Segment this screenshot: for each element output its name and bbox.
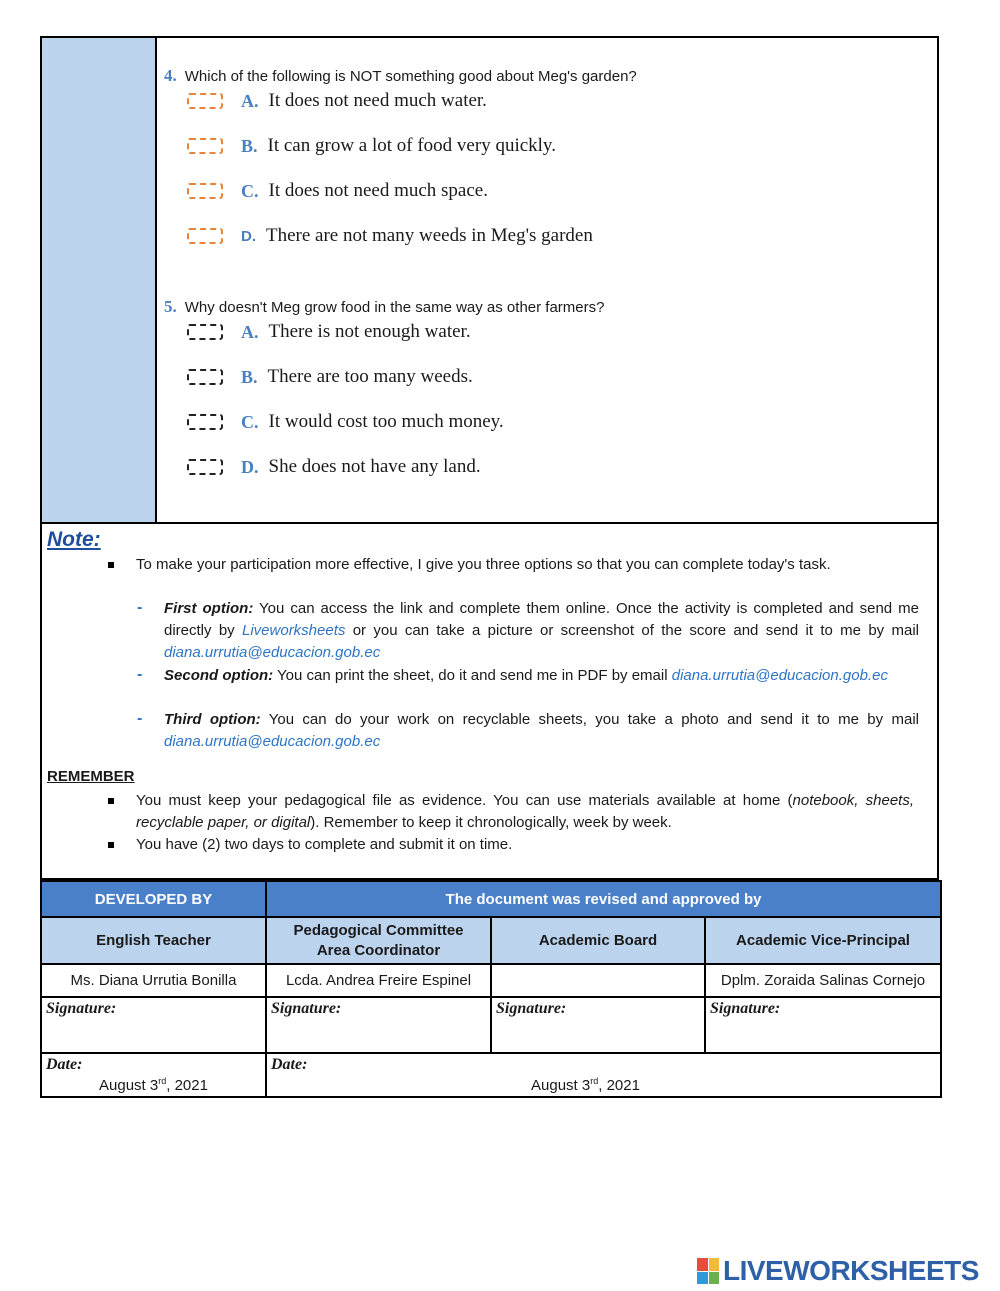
- name-coordinator: Lcda. Andrea Freire Espinel: [266, 964, 491, 997]
- dash-marker: -: [137, 666, 143, 683]
- questions-section: [40, 36, 939, 522]
- option-letter: A.: [241, 90, 259, 111]
- signature-label: Signature:: [496, 1000, 567, 1017]
- role-academic-board: Academic Board: [491, 917, 705, 964]
- q5-option-b[interactable]: [187, 364, 473, 390]
- option-text: It does not need much water.: [268, 90, 487, 111]
- note-intro-text: To make your participation more effective, I give you three options so that you can complete today's task.: [136, 556, 831, 573]
- date-label: Date:: [271, 1056, 308, 1073]
- option-text: It can grow a lot of food very quickly.: [267, 135, 556, 156]
- signature-cell: [491, 997, 705, 1053]
- remember-item-2: [136, 834, 914, 856]
- signature-cell: [41, 997, 266, 1053]
- option-letter: B.: [241, 135, 258, 156]
- name-vice-principal: Dplm. Zoraida Salinas Cornejo: [705, 964, 941, 997]
- answer-checkbox[interactable]: [187, 324, 223, 340]
- option-text: There are too many weeds.: [267, 366, 473, 387]
- bullet-square-icon: [108, 842, 114, 848]
- note-section: [40, 522, 939, 880]
- remember-text-cont: ). Remember to keep it chronologically, week by week.: [310, 814, 672, 831]
- name-academic-board: [491, 964, 705, 997]
- question-number: 5.: [164, 297, 177, 316]
- answer-checkbox[interactable]: [187, 459, 223, 475]
- signature-cell: [266, 997, 491, 1053]
- date-year: , 2021: [598, 1077, 640, 1094]
- date-cell: [41, 1053, 266, 1097]
- option-letter: A.: [241, 321, 259, 342]
- signature-cell: [705, 997, 941, 1053]
- question-text: Which of the following is NOT something good about Meg's garden?: [184, 68, 637, 85]
- q5-option-c[interactable]: [187, 409, 504, 435]
- dash-marker: -: [137, 710, 143, 727]
- option-text: It would cost too much money.: [268, 411, 504, 432]
- option-letter: D.: [241, 227, 256, 245]
- option-text: You can do your work on recyclable sheets, you take a photo and send it to me by mail: [260, 711, 920, 728]
- email-link[interactable]: diana.urrutia@educacion.gob.ec: [671, 667, 888, 684]
- date-text: August 3: [531, 1077, 591, 1094]
- role-line-1: Pedagogical Committee: [293, 921, 464, 939]
- note-intro: [136, 554, 926, 576]
- option-text: You can print the sheet, do it and send me in PDF by email: [273, 667, 672, 684]
- liveworksheets-logo-icon: [697, 1258, 719, 1284]
- answer-checkbox[interactable]: [187, 228, 223, 244]
- option-text: You can access the link and complete them online. Once the activity is completed and send me directly by: [164, 600, 919, 639]
- option-letter: D.: [241, 456, 259, 477]
- option-text: There are not many weeds in Meg's garden: [266, 225, 593, 246]
- option-text: She does not have any land.: [268, 456, 481, 477]
- q4-option-c[interactable]: [187, 178, 488, 204]
- signature-label: Signature:: [46, 1000, 117, 1017]
- date-year: , 2021: [166, 1077, 208, 1094]
- q4-option-b[interactable]: [187, 133, 556, 159]
- question-4: [164, 66, 637, 86]
- date-text: August 3: [99, 1077, 159, 1094]
- third-option: [164, 709, 919, 753]
- left-color-band: [42, 38, 157, 522]
- date-value: [46, 1076, 261, 1094]
- bullet-square-icon: [108, 798, 114, 804]
- option-label: Second option:: [164, 667, 274, 684]
- liveworksheets-link[interactable]: Liveworksheets: [242, 622, 346, 639]
- option-text: It does not need much space.: [268, 180, 488, 201]
- option-text: There is not enough water.: [268, 321, 471, 342]
- q4-option-a[interactable]: [187, 88, 487, 114]
- signature-label: Signature:: [271, 1000, 342, 1017]
- question-text: Why doesn't Meg grow food in the same way as other farmers?: [184, 299, 605, 316]
- date-label: Date:: [46, 1056, 83, 1073]
- note-title: Note:: [47, 528, 101, 551]
- date-suffix: rd: [158, 1076, 167, 1086]
- dash-marker: -: [137, 599, 143, 616]
- answer-checkbox[interactable]: [187, 369, 223, 385]
- bullet-square-icon: [108, 562, 114, 568]
- question-number: 4.: [164, 66, 177, 85]
- role-vice-principal: Academic Vice-Principal: [705, 917, 941, 964]
- answer-checkbox[interactable]: [187, 183, 223, 199]
- remember-text: You have (2) two days to complete and submit it on time.: [136, 836, 513, 853]
- role-pedagogical-committee: [266, 917, 491, 964]
- question-5: [164, 297, 604, 317]
- first-option: [164, 598, 919, 664]
- name-teacher: Ms. Diana Urrutia Bonilla: [41, 964, 266, 997]
- answer-checkbox[interactable]: [187, 93, 223, 109]
- logo-text: LIVEWORKSHEETS: [723, 1255, 979, 1286]
- answer-checkbox[interactable]: [187, 414, 223, 430]
- option-text-cont: or you can take a picture or screenshot of the score and send it to me by mail: [345, 622, 919, 639]
- remember-text: You must keep your pedagogical file as evidence. You can use materials available at home (: [136, 792, 793, 809]
- signoff-table: [40, 880, 942, 1098]
- second-option: [164, 665, 919, 687]
- liveworksheets-logo: [697, 1254, 979, 1288]
- option-letter: C.: [241, 411, 259, 432]
- remember-materials: notebook, sheets, recyclable paper, or digital: [136, 792, 914, 831]
- role-english-teacher: English Teacher: [41, 917, 266, 964]
- role-line-2: Area Coordinator: [316, 941, 441, 959]
- email-link[interactable]: diana.urrutia@educacion.gob.ec: [164, 644, 381, 661]
- email-link[interactable]: diana.urrutia@educacion.gob.ec: [164, 733, 381, 750]
- option-label: First option:: [164, 600, 254, 617]
- answer-checkbox[interactable]: [187, 138, 223, 154]
- q5-option-a[interactable]: [187, 319, 471, 345]
- date-value: [235, 1076, 936, 1094]
- option-label: Third option:: [164, 711, 261, 728]
- signature-label: Signature:: [710, 1000, 781, 1017]
- q4-option-d[interactable]: [187, 223, 593, 249]
- revised-by-header: The document was revised and approved by: [266, 881, 941, 917]
- q5-option-d[interactable]: [187, 454, 481, 480]
- date-suffix: rd: [590, 1076, 599, 1086]
- remember-title: REMEMBER: [47, 768, 135, 785]
- option-letter: C.: [241, 180, 259, 201]
- remember-item-1: [136, 790, 914, 834]
- developed-by-header: DEVELOPED BY: [41, 881, 266, 917]
- option-letter: B.: [241, 366, 258, 387]
- date-cell: [266, 1053, 941, 1097]
